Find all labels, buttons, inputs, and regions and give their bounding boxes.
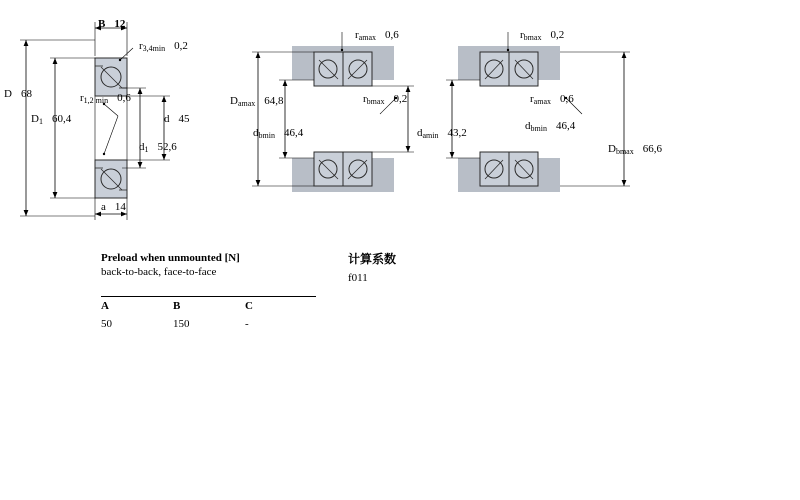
label-ramax-mid: ramax 0,6 <box>530 93 574 106</box>
preload-subtitle: back-to-back, face-to-face <box>101 266 217 278</box>
label-a: a 14 <box>101 201 126 213</box>
label-dbmin-right: dbmin 46,4 <box>525 120 576 133</box>
factor-block <box>348 250 396 284</box>
preload-block <box>101 252 240 278</box>
label-d: d 45 <box>164 113 190 125</box>
label-Damax: Damax 64,8 <box>230 95 284 108</box>
preload-col-C: C <box>245 300 253 312</box>
preload-val-A: 50 <box>101 318 112 330</box>
pair-left-group <box>252 32 414 192</box>
dimension-D <box>20 40 95 216</box>
label-rbmax-mid: rbmax 0,2 <box>363 93 408 106</box>
dimension-D1 <box>50 58 95 198</box>
preload-val-B: 150 <box>173 318 190 330</box>
table-rule-top <box>101 296 316 297</box>
leader-r12min <box>103 103 118 155</box>
preload-col-A: A <box>101 300 109 312</box>
bearing-lower-half <box>95 160 127 198</box>
bearing-upper-half <box>95 58 127 96</box>
factor-value-row: f011 <box>348 272 368 284</box>
label-damin: damin 43,2 <box>417 127 467 140</box>
preload-title: Preload when unmounted [N] <box>101 252 240 264</box>
label-dbmin-left: dbmin 46,4 <box>253 127 304 140</box>
label-rbmax-top: rbmax 0,2 <box>520 29 565 42</box>
label-D: D 68 <box>4 88 32 100</box>
label-B: B 12 <box>98 18 126 30</box>
label-ramax-top: ramax 0,6 <box>355 29 399 42</box>
preload-val-C: - <box>245 318 249 330</box>
label-d1: d1 52,6 <box>139 141 177 154</box>
label-r34min: r3,4min 0,2 <box>139 40 188 53</box>
label-Dbmax: Dbmax 66,6 <box>608 143 662 156</box>
label-r12min: r1,2 min 0,6 <box>80 92 131 105</box>
pair-right-group <box>446 32 630 192</box>
factor-title: 计算系数 <box>348 252 397 266</box>
label-D1: D1 60,4 <box>31 113 72 126</box>
preload-col-B: B <box>173 300 181 312</box>
